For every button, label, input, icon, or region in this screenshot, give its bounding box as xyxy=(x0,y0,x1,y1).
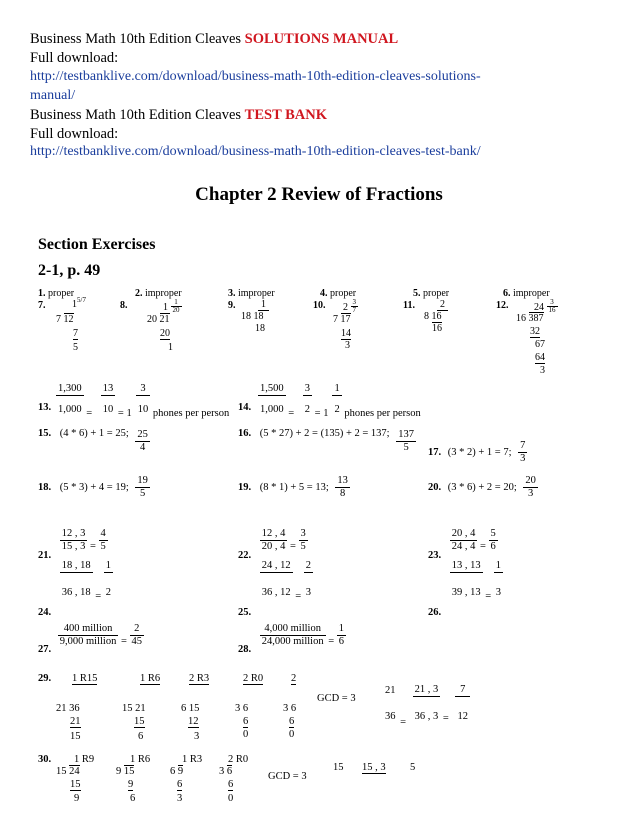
exercise-1: 1. proper xyxy=(38,288,75,299)
test-bank-label: TEST BANK xyxy=(244,107,328,123)
ex30-step1-remainder: 9 xyxy=(74,793,80,804)
ex29-step4-remainder: 0 xyxy=(243,729,249,740)
exercise-12-number: 12. xyxy=(496,300,509,311)
full-download-label-1: Full download: xyxy=(30,50,119,66)
exercise-29-number: 29. xyxy=(38,673,52,684)
exercise-9-quotient: 1 xyxy=(258,299,269,311)
ex30-gcd: GCD = 3 xyxy=(268,771,307,782)
ex30-step1-quotient: 1 R9 xyxy=(74,754,95,765)
ex29-gcd: GCD = 3 xyxy=(317,693,356,704)
exercise-14-number: 14. xyxy=(238,402,252,413)
exercise-10-remainder: 3 xyxy=(345,340,350,351)
exercise-18: 18. (5 * 3) + 4 = 19; $\frac{19}{5}$ xyxy=(38,475,148,499)
exercise-6: 6. improper xyxy=(503,288,550,299)
ex30-step2-subtract: 9 xyxy=(128,779,134,790)
exercise-12-remainder-1: 67 xyxy=(535,339,545,350)
exercise-12-subtract-2: 64 xyxy=(535,352,545,363)
ex30-fraction-step: 15 , 3 xyxy=(362,762,386,773)
exercise-3: 3. improper xyxy=(228,288,275,299)
exercise-10-subtract: 14 xyxy=(341,328,351,339)
ex30-step1-subtract: 15 xyxy=(70,779,81,790)
exercise-23: 23. $\frac{20 , 4}{24 , 4}$ = $\frac{5}{6}$ xyxy=(428,528,496,561)
exercise-9-number: 9. xyxy=(228,300,236,311)
section-title: Section Exercises xyxy=(38,236,156,253)
exercise-12-remainder-2: 3 xyxy=(540,365,545,376)
full-download-label-2: Full download: xyxy=(30,126,119,142)
exercise-10-division: 7 17 xyxy=(333,314,351,325)
ex30-step3-remainder: 3 xyxy=(177,793,183,804)
exercise-13-expression: $\frac{1,300}{1,000}$ = $\frac{13}{10}$ = 1 $\frac{3}{10}$ phones per person xyxy=(58,383,230,419)
exercise-9-division: 18 18 xyxy=(241,311,264,322)
ex29-step4-division: 3 6 xyxy=(235,703,249,714)
exercise-22: 22. $\frac{12 , 4}{20 , 4}$ = $\frac{3}{5}$ xyxy=(238,528,306,561)
ex29-step3-division: 6 15 xyxy=(181,703,200,714)
exercise-24: 24. $\frac{18 , 18}{36 , 18}$ = $\frac{1}{2}$ xyxy=(38,560,112,618)
ex29-step3-subtract: 12 xyxy=(188,716,199,727)
exercise-7-subtract: 7 xyxy=(73,328,78,339)
exercise-8-number: 8. xyxy=(120,300,128,311)
ex29-step5-subtract: 6 xyxy=(289,716,295,727)
ex29-step2-division: 15 21 xyxy=(122,703,146,714)
exercise-21: 21. $\frac{12 , 3}{15 , 3}$ = $\frac{4}{5}$ xyxy=(38,528,106,561)
ex30-step2-division: 9 15 xyxy=(116,766,135,777)
exercise-11-quotient: 2 xyxy=(437,299,448,311)
ex29-step1-subtract: 21 xyxy=(70,716,81,727)
ex29-step5-quotient: 2 xyxy=(291,673,297,684)
exercise-10-number: 10. xyxy=(313,300,326,311)
ex29-step3-quotient: 2 R3 xyxy=(189,673,210,684)
header-book-title: Business Math 10th Edition Cleaves xyxy=(30,31,245,47)
exercise-19: 19. (8 * 1) + 5 = 13; $\frac{13}{8}$ xyxy=(238,475,348,499)
exercise-14-expression: $\frac{1,500}{1,000}$ = $\frac{3}{2}$ = 1 $\frac{1}{2}$ phones per person xyxy=(260,383,421,419)
ex29-step2-subtract: 15 xyxy=(134,716,145,727)
exercise-12-division: 16 387 xyxy=(516,313,544,324)
exercise-7-number: 7. xyxy=(38,300,46,311)
ex30-step4-division: 3 6 xyxy=(219,766,233,777)
exercise-20: 20. (3 * 6) + 2 = 20; $\frac{20}{3}$ xyxy=(428,475,536,499)
exercise-8-quotient: 1 $\frac{1}{20}$ xyxy=(163,298,180,314)
ex29-step3-remainder: 3 xyxy=(194,731,200,742)
exercise-12-subtract-1: 32 xyxy=(530,326,540,337)
solutions-link-part-1[interactable]: http://testbanklive.com/download/business-math-10th-edition-cleaves-solutions- xyxy=(30,69,481,84)
ex29-step4-subtract: 6 xyxy=(243,716,249,727)
exercise-27: 27. 400 million 9,000 million = $\frac{2}{45}$ xyxy=(38,623,143,655)
exercise-12-quotient: 24 $\frac{3}{16}$ xyxy=(534,298,556,314)
exercise-15: 15. (4 * 6) + 1 = 25; $\frac{25}{4}$ xyxy=(38,428,148,453)
ex30-step1-division: 15 24 xyxy=(56,766,80,777)
ex29-step2-quotient: 1 R6 xyxy=(140,673,161,684)
ex29-fraction: 21 36 = $\frac{21 , 3}{36 , 3}$ = $\frac{7}{12}$ xyxy=(385,684,468,728)
exercise-7-quotient: $1^{5/7}$ xyxy=(72,296,86,310)
exercise-26: 26. $\frac{13 , 13}{39 , 13}$ = $\frac{1}{3}$ xyxy=(428,560,502,618)
ex30-step4-quotient: 2 R0 xyxy=(228,754,249,765)
section-subtitle: 2-1, p. 49 xyxy=(38,262,101,279)
exercise-11-number: 11. xyxy=(403,300,415,311)
exercise-8-subtract: 20 xyxy=(160,328,170,339)
ex30-fraction-numerator: 15 xyxy=(333,762,344,773)
ex29-step1-quotient: 1 R15 xyxy=(72,673,98,684)
ex30-step3-quotient: 1 R3 xyxy=(182,754,203,765)
ex30-step2-remainder: 6 xyxy=(130,793,136,804)
ex30-step3-division: 6 9 xyxy=(170,766,184,777)
header-book-title-2: Business Math 10th Edition Cleaves xyxy=(30,107,245,123)
exercise-8-remainder: 1 xyxy=(168,342,173,353)
exercise-17: 17. (3 * 2) + 1 = 7; $\frac{7}{3}$ xyxy=(428,440,526,464)
exercise-4: 4. proper xyxy=(320,288,357,299)
header-line-1 xyxy=(30,30,398,48)
ex29-step2-remainder: 6 xyxy=(138,731,144,742)
ex29-step1-remainder: 15 xyxy=(70,731,81,742)
chapter-title: Chapter 2 Review of Fractions xyxy=(195,184,443,205)
exercise-30-number: 30. xyxy=(38,754,52,765)
solutions-manual-label: SOLUTIONS MANUAL xyxy=(244,31,399,47)
exercise-11-division: 8 16 xyxy=(424,311,442,322)
exercise-25: 25. $\frac{24 , 12}{36 , 12}$ = $\frac{2}{3}$ xyxy=(238,560,312,618)
ex30-fraction-answer: 5 xyxy=(410,762,416,773)
ex29-step5-division: 3 6 xyxy=(283,703,297,714)
ex30-step2-quotient: 1 R6 xyxy=(130,754,151,765)
ex30-step4-subtract: 6 xyxy=(228,779,234,790)
ex29-step5-remainder: 0 xyxy=(289,729,295,740)
test-bank-link[interactable]: http://testbanklive.com/download/business-math-10th-edition-cleaves-test-bank/ xyxy=(30,144,481,159)
ex29-step1-division: 21 36 xyxy=(56,703,80,714)
exercise-28: 28. 4,000 million 24,000 million = $\frac{1}{6}$ xyxy=(238,623,345,655)
ex30-step4-remainder: 0 xyxy=(228,793,234,804)
exercise-7-remainder: 5 xyxy=(73,342,78,353)
exercise-16: 16. (5 * 27) + 2 = (135) + 2 = 137; $\frac{137}{5}$ xyxy=(238,428,414,453)
exercise-11-subtract: 16 xyxy=(432,323,442,334)
exercise-2: 2. improper xyxy=(135,288,182,299)
header-line-4 xyxy=(30,106,327,124)
exercise-9-subtract: 18 xyxy=(255,323,265,334)
exercise-8-division: 20 21 xyxy=(147,314,170,325)
ex29-step4-quotient: 2 R0 xyxy=(243,673,264,684)
exercise-7-division: 7 12 xyxy=(56,314,74,325)
exercise-13-number: 13. xyxy=(38,402,52,413)
ex30-step3-subtract: 6 xyxy=(177,779,183,790)
solutions-link-part-2[interactable]: manual/ xyxy=(30,88,76,103)
exercise-5: 5. proper xyxy=(413,288,450,299)
exercise-10-quotient: 2 $\frac{3}{7}$ xyxy=(343,298,356,314)
